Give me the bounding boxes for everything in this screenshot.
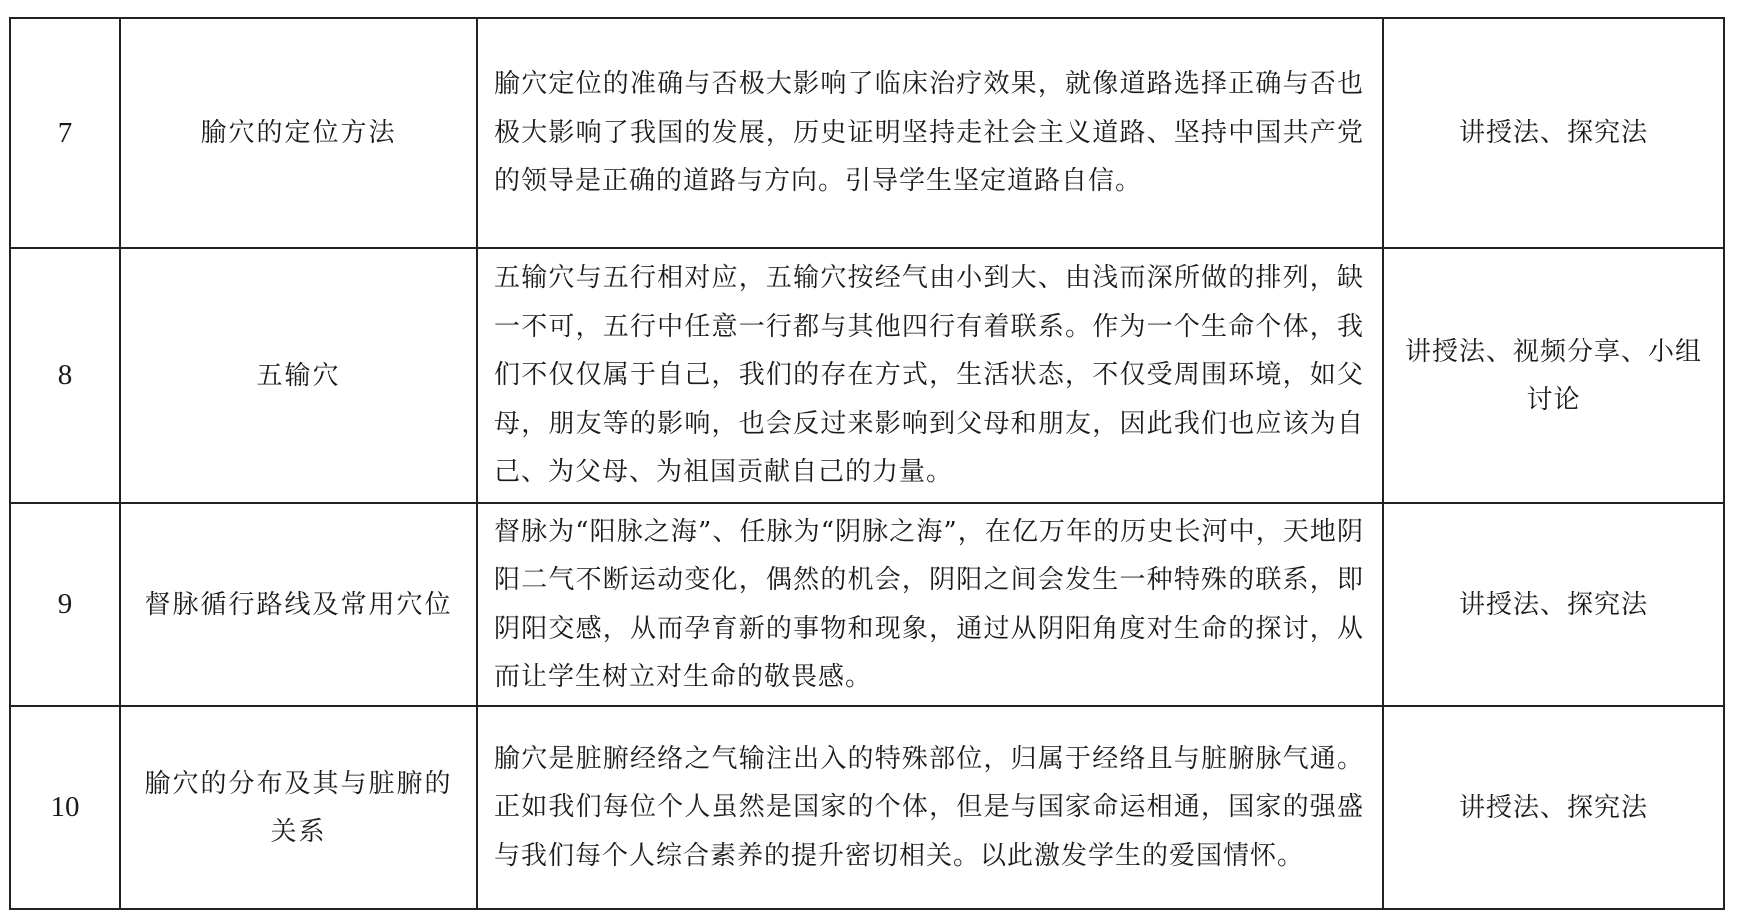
row-content: 腧穴是脏腑经络之气输注出入的特殊部位，归属于经络且与脏腑脉气通。正如我们每位个人虽然是国家的个体，但是与国家命运相通，国家的强盛与我们每个人综合素养的提升密切相关。以此激发学生的爱国情怀。 <box>477 706 1383 909</box>
row-content: 五输穴与五行相对应，五输穴按经气由小到大、由浅而深所做的排列，缺一不可，五行中任意一行都与其他四行有着联系。作为一个生命个体，我们不仅仅属于自己，我们的存在方式，生活状态，不仅受周围环境，如父母，朋友等的影响，也会反过来影响到父母和朋友，因此我们也应该为自己、为父母、为祖国贡献自己的力量。 <box>477 248 1383 503</box>
row-method: 讲授法、探究法 <box>1383 503 1724 706</box>
row-number: 7 <box>10 18 120 248</box>
row-topic: 腧穴的分布及其与脏腑的关系 <box>120 706 477 909</box>
row-method: 讲授法、探究法 <box>1383 706 1724 909</box>
row-topic: 督脉循行路线及常用穴位 <box>120 503 477 706</box>
row-method: 讲授法、视频分享、小组讨论 <box>1383 248 1724 503</box>
row-content: 腧穴定位的准确与否极大影响了临床治疗效果，就像道路选择正确与否也极大影响了我国的发展，历史证明坚持走社会主义道路、坚持中国共产党的领导是正确的道路与方向。引导学生坚定道路自信。 <box>477 18 1383 248</box>
course-table <box>9 17 1725 910</box>
table-row <box>10 503 1724 706</box>
table-row <box>10 18 1724 248</box>
table-row <box>10 248 1724 503</box>
row-topic: 五输穴 <box>120 248 477 503</box>
row-number: 8 <box>10 248 120 503</box>
row-content: 督脉为“阳脉之海”、任脉为“阴脉之海”，在亿万年的历史长河中，天地阴阳二气不断运动变化，偶然的机会，阴阳之间会发生一种特殊的联系，即阴阳交感，从而孕育新的事物和现象，通过从阴阳角度对生命的探讨，从而让学生树立对生命的敬畏感。 <box>477 503 1383 706</box>
table-row <box>10 706 1724 909</box>
row-number: 10 <box>10 706 120 909</box>
row-number: 9 <box>10 503 120 706</box>
row-method: 讲授法、探究法 <box>1383 18 1724 248</box>
row-topic: 腧穴的定位方法 <box>120 18 477 248</box>
